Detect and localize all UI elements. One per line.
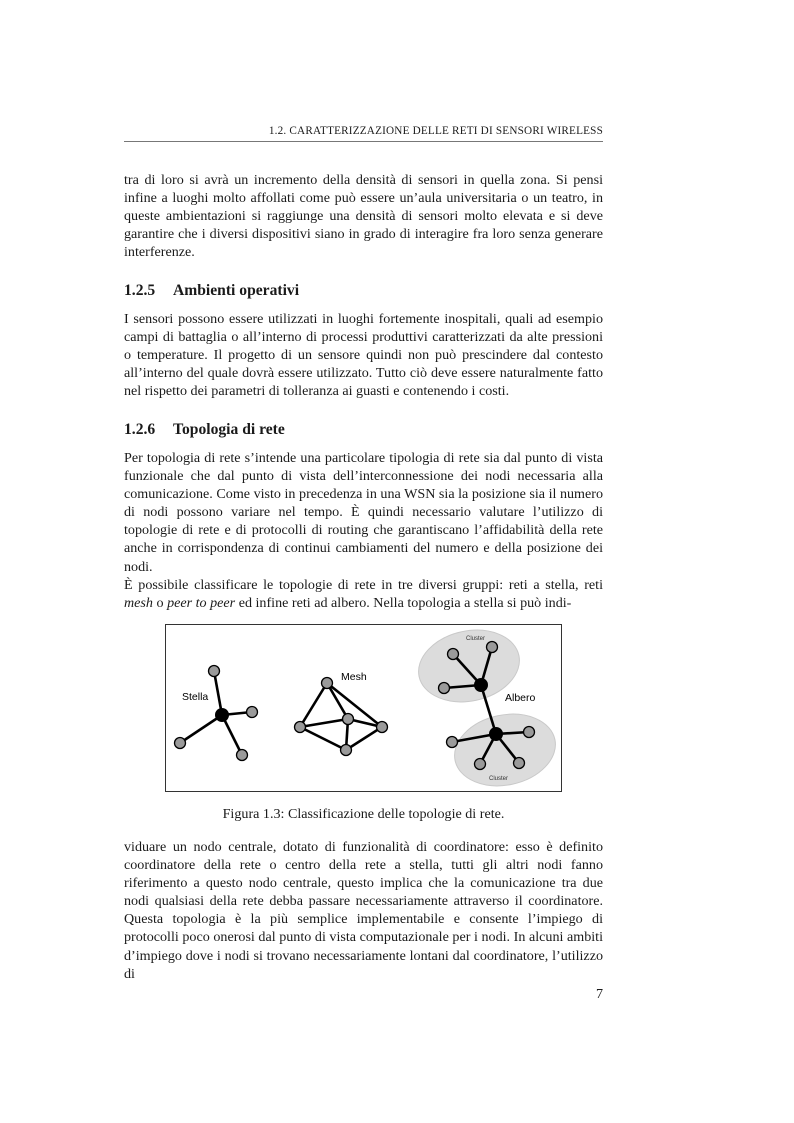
tree-node [487, 642, 498, 653]
star-edge [180, 715, 222, 743]
classification-text-end: ed infine reti ad albero. Nella topologia a stella si può indi- [235, 595, 572, 612]
section-heading-ambienti [124, 282, 299, 300]
tree-node [439, 683, 450, 694]
tree-node [475, 759, 486, 770]
section-title: Ambienti operativi [173, 282, 300, 299]
ambienti-paragraph: I sensori possono essere utilizzati in luoghi fortemente inospitali, quali ad esempio campi di battaglia o all’interno di processi produttivi caratterizzati da alte pressioni o temperature. Il progetto di un sensore quindi non può prescindere dal contesto all’interno del quale dovrà essere utilizzato. Tutto ciò deve essere naturalmente fatto nel rispetto dei parametri di tolleranza ai guasti e contenendo i costi. [124, 311, 603, 400]
mesh-node [343, 714, 354, 725]
star-topology [175, 666, 258, 761]
mesh-node [341, 745, 352, 756]
mesh-edge [300, 683, 327, 727]
star-node [175, 738, 186, 749]
running-head: 1.2. CARATTERIZZAZIONE DELLE RETI DI SENSORI WIRELESS [124, 125, 603, 142]
star-label: Stella [182, 691, 209, 703]
mesh-edge [327, 683, 348, 719]
star-coordinator-node [215, 708, 229, 722]
section-number: 1.2.6 [124, 421, 156, 438]
cluster-head-node [474, 678, 488, 692]
cluster-bottom-label: Cluster [489, 776, 509, 782]
topology-figure [165, 624, 562, 792]
mesh-edge [346, 727, 382, 750]
classification-paragraph [124, 576, 603, 612]
tree-node [448, 649, 459, 660]
page-number: 7 [595, 986, 603, 1002]
mesh-node [295, 722, 306, 733]
topology-diagram [166, 625, 563, 793]
tree-node [514, 758, 525, 769]
star-node [237, 750, 248, 761]
tree-node [447, 737, 458, 748]
mesh-label: Mesh [341, 671, 367, 683]
mesh-edge [300, 727, 346, 750]
section-heading-topologia [124, 421, 285, 439]
tree-topology [412, 625, 562, 793]
classification-text: È possibile classificare le topologie di rete in tre diversi gruppi: reti a stella, reti [124, 577, 603, 593]
connector-text: o [152, 595, 168, 612]
mesh-node [322, 678, 333, 689]
tree-node [524, 727, 535, 738]
intro-paragraph: tra di loro si avrà un incremento della densità di sensori in quella zona. Si pensi infine a luoghi molto affollati come può essere un’aula universitaria o un teatro, in queste ambientazioni si raggiunge una densità di sensori molto elevata e si deve garantire che i diversi dispositivi siano in grado di interagire fra loro senza generare interferenze. [124, 172, 603, 261]
tree-label: Albero [505, 692, 536, 704]
cluster-top-label: Cluster [466, 636, 486, 642]
after-figure-paragraph: viduare un nodo centrale, dotato di funzionalità di coordinatore: esso è definito coordinatore della rete o centro della rete a stella, tutti gli altri nodi fanno riferimento a questo nodo centrale, questo implica che la comunicazione tra due nodi qualsiasi della rete debba passare necessariamente attraverso il coordinatore. Questa topologia è la più semplice implementabile e consente l’impiego di protocolli poco onerosi dal punto di vista computazionale per i nodi. In alcuni ambiti d’impiego dove i nodi si trovano necessariamente lontani dal coordinatore, l’utilizzo di [124, 839, 603, 982]
cluster-head-node [489, 727, 503, 741]
star-node [209, 666, 220, 677]
figure-caption: Figura 1.3: Classificazione delle topologie di rete. [222, 806, 505, 822]
section-title: Topologia di rete [173, 421, 285, 438]
term-mesh: mesh [124, 595, 153, 612]
topologia-paragraph: Per topologia di rete s’intende una particolare tipologia di rete sia dal punto di vista funzionale che dal punto di vista dell’interconnessione dei nodi necessaria alla comunicazione. Come visto in precedenza in una WSN sia la posizione sia il numero di nodi possono variare nel tempo. È quindi necessario valutare l’utilizzo di topologie di rete e di protocolli di routing che garantiscano l’affidabilità della rete anche in corrispondenza di continui cambiamenti del numero e della posizione dei nodi. [124, 450, 603, 575]
star-node [247, 707, 258, 718]
section-number: 1.2.5 [124, 282, 156, 299]
term-peer-to-peer: peer to peer [167, 595, 236, 612]
mesh-node [377, 722, 388, 733]
mesh-topology [295, 671, 388, 756]
mesh-edge [300, 719, 348, 727]
